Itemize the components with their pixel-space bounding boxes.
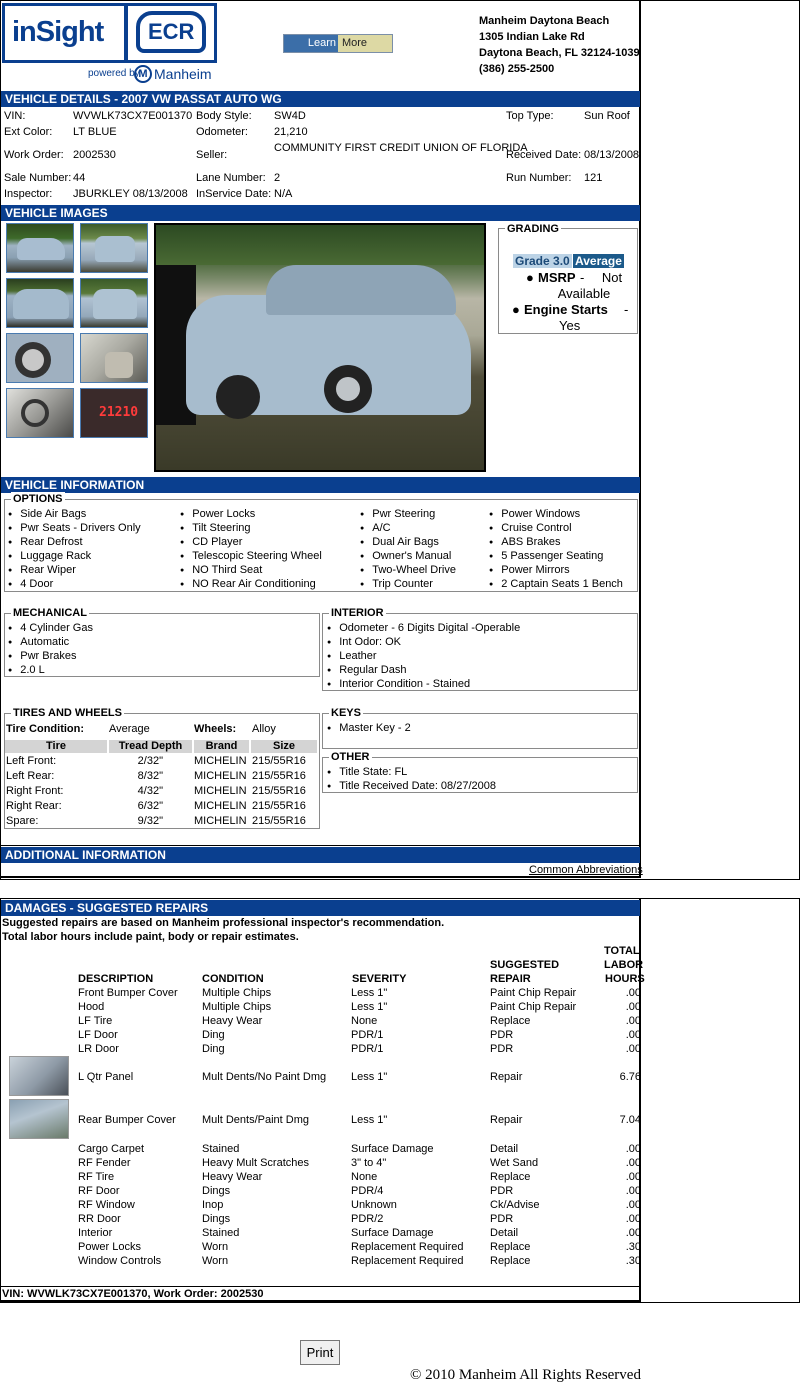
keys-title: KEYS: [331, 707, 361, 719]
option-item: ● ABS Brakes: [489, 535, 561, 551]
msrp-dash: -: [580, 270, 585, 285]
tread-col-header: Tread Depth: [109, 740, 192, 753]
ext-color-value: LT BLUE: [73, 126, 117, 138]
interior-title: INTERIOR: [331, 607, 384, 619]
damage-description: LF Door: [78, 1029, 118, 1041]
odometer-value: 21,210: [274, 126, 308, 138]
damage-description: L Qtr Panel: [78, 1071, 134, 1083]
damage-description: RF Tire: [78, 1171, 115, 1183]
damage-description: RF Fender: [78, 1157, 131, 1169]
mechanical-item: ● Pwr Brakes: [8, 649, 76, 665]
damage-condition: Worn: [202, 1241, 229, 1253]
other-title: OTHER: [331, 751, 370, 763]
option-item: ● 4 Door: [8, 577, 53, 593]
damage-labor-hours: .00: [625, 1227, 641, 1239]
tire-size: 215/55R16: [252, 755, 306, 767]
damage-severity: PDR/4: [351, 1185, 384, 1197]
damage-labor-hours: 7.04: [619, 1114, 641, 1126]
interior-item: ● Regular Dash: [327, 663, 407, 679]
tire-col-header: Tire: [5, 740, 107, 753]
damage-severity: Less 1": [351, 987, 388, 999]
damage-suggested-repair: Ck/Advise: [490, 1199, 540, 1211]
damage-condition: Stained: [202, 1227, 240, 1239]
vin-value: WVWLK73CX7E001370: [73, 110, 193, 122]
damage-description: Window Controls: [78, 1255, 162, 1267]
damages-header: DAMAGES - SUGGESTED REPAIRS: [1, 900, 640, 916]
inservice-date-value: N/A: [274, 188, 293, 200]
mechanical-item: ● 2.0 L: [8, 663, 45, 679]
vehicle-thumbnail[interactable]: [80, 333, 148, 383]
damage-suggested-repair: PDR: [490, 1029, 514, 1041]
tire-brand: MICHELIN: [194, 785, 247, 797]
damages-note-2: Total labor hours include paint, body or repair estimates.: [2, 931, 299, 943]
damage-labor-hours: .00: [625, 1171, 641, 1183]
inservice-date-label: InService Date:: [196, 188, 272, 200]
location-address-2: Daytona Beach, FL 32124-1039: [479, 47, 640, 59]
damage-labor-hours: .00: [625, 1185, 641, 1197]
option-item: ● Rear Wiper: [8, 563, 76, 579]
vehicle-details-header: VEHICLE DETAILS - 2007 VW PASSAT AUTO WG: [1, 91, 640, 107]
damage-description: Front Bumper Cover: [78, 987, 178, 999]
option-item: ● 2 Captain Seats 1 Bench: [489, 577, 623, 593]
section-divider: [1, 845, 640, 846]
tire-position: Spare:: [6, 815, 39, 827]
seller-label: Seller:: [196, 149, 228, 161]
lane-number-value: 2: [274, 172, 281, 184]
total-col-header: TOTAL: [604, 945, 640, 957]
option-item: ● CD Player: [180, 535, 242, 551]
damage-photo-qtr-panel[interactable]: [9, 1056, 69, 1096]
damage-suggested-repair: Paint Chip Repair: [490, 1001, 577, 1013]
option-item: ● Pwr Steering: [360, 507, 435, 523]
top-type-value: Sun Roof: [584, 110, 630, 122]
damage-labor-hours: .00: [625, 1199, 641, 1211]
option-item: ● Owner's Manual: [360, 549, 451, 565]
lane-number-label: Lane Number:: [196, 172, 266, 184]
tire-brand: MICHELIN: [194, 770, 247, 782]
engine-starts-value: Yes: [559, 318, 581, 333]
damage-labor-hours: .00: [625, 1213, 641, 1225]
tire-tread-depth: 2/32": [137, 755, 163, 767]
option-item: ● Power Windows: [489, 507, 580, 523]
damage-severity: Surface Damage: [351, 1227, 434, 1239]
common-abbreviations-link[interactable]: Common Abbreviations: [529, 864, 643, 876]
damage-labor-hours: .30: [625, 1255, 641, 1267]
received-date-label: Received Date:: [506, 149, 582, 161]
description-col-header: DESCRIPTION: [78, 973, 154, 985]
msrp-bullet: ●: [526, 270, 534, 285]
damage-labor-hours: .00: [625, 1043, 641, 1055]
odometer-thumb-readout: 21210: [99, 405, 139, 420]
option-item: ● Tilt Steering: [180, 521, 251, 537]
damage-labor-hours: .00: [625, 1143, 641, 1155]
damage-suggested-repair: Detail: [490, 1143, 519, 1155]
damage-description: Rear Bumper Cover: [78, 1114, 176, 1126]
insight-ecr-logo: [2, 3, 217, 63]
location-phone: (386) 255-2500: [479, 63, 555, 75]
options-title: OPTIONS: [13, 493, 63, 505]
ext-color-label: Ext Color:: [4, 126, 53, 138]
tire-size: 215/55R16: [252, 815, 306, 827]
tire-size: 215/55R16: [252, 785, 306, 797]
run-number-value: 121: [584, 172, 603, 184]
tire-size: 215/55R16: [252, 800, 306, 812]
option-item: ● Dual Air Bags: [360, 535, 439, 551]
damage-labor-hours: 6.76: [619, 1071, 641, 1083]
ecr-logo-text: ECR: [148, 19, 195, 44]
vehicle-thumbnail[interactable]: [80, 278, 148, 328]
tire-tread-depth: 6/32": [137, 800, 163, 812]
damage-condition: Ding: [202, 1029, 225, 1041]
damage-description: RF Window: [78, 1199, 135, 1211]
damage-suggested-repair: Replace: [490, 1255, 531, 1267]
vehicle-thumbnail[interactable]: [6, 223, 74, 273]
damage-condition: Dings: [202, 1213, 231, 1225]
option-item: ● Two-Wheel Drive: [360, 563, 456, 579]
option-item: ● A/C: [360, 521, 391, 537]
tire-position: Left Rear:: [6, 770, 55, 782]
option-item: ● Power Mirrors: [489, 563, 570, 579]
location-address-1: 1305 Indian Lake Rd: [479, 31, 585, 43]
damage-description: Hood: [78, 1001, 105, 1013]
vin-label: VIN:: [4, 110, 26, 122]
damage-labor-hours: .00: [625, 1001, 641, 1013]
damage-condition: Worn: [202, 1255, 229, 1267]
tire-brand: MICHELIN: [194, 815, 247, 827]
damage-severity: Less 1": [351, 1071, 388, 1083]
damage-severity: None: [351, 1171, 378, 1183]
damage-suggested-repair: PDR: [490, 1213, 514, 1225]
labor-col-header: LABOR: [604, 959, 644, 971]
tire-position: Right Front:: [6, 785, 64, 797]
repair-col-header: REPAIR: [490, 973, 531, 985]
engine-starts-label: Engine Starts: [524, 302, 608, 317]
damage-suggested-repair: Repair: [490, 1071, 523, 1083]
vehicle-main-photo: [154, 223, 486, 472]
damage-suggested-repair: Repair: [490, 1114, 523, 1126]
manheim-m-icon: M: [134, 65, 152, 83]
damage-condition: Multiple Chips: [202, 1001, 272, 1013]
engine-bullet: ●: [512, 302, 520, 317]
interior-item: ● Leather: [327, 649, 377, 665]
damage-suggested-repair: PDR: [490, 1185, 514, 1197]
damage-severity: PDR/1: [351, 1043, 384, 1055]
powered-by-label: powered by: [88, 68, 140, 79]
damage-suggested-repair: PDR: [490, 1043, 514, 1055]
mechanical-item: ● 4 Cylinder Gas: [8, 621, 93, 637]
damage-suggested-repair: Replace: [490, 1171, 531, 1183]
odometer-label: Odometer:: [196, 126, 248, 138]
damage-severity: PDR/2: [351, 1213, 384, 1225]
option-item: ● NO Third Seat: [180, 563, 262, 579]
severity-col-header: SEVERITY: [352, 973, 407, 985]
option-item: ● 5 Passenger Seating: [489, 549, 603, 565]
damage-description: Power Locks: [78, 1241, 141, 1253]
option-item: ● Side Air Bags: [8, 507, 86, 523]
tire-tread-depth: 4/32": [137, 785, 163, 797]
damage-suggested-repair: Replace: [490, 1015, 531, 1027]
tire-condition-value: Average: [109, 723, 150, 735]
damage-condition: Ding: [202, 1043, 225, 1055]
other-item: ● Title State: FL: [327, 765, 407, 781]
vehicle-thumbnail[interactable]: [6, 278, 74, 328]
sale-number-value: 44: [73, 172, 86, 184]
damage-severity: None: [351, 1015, 378, 1027]
wheels-label: Wheels:: [194, 723, 237, 735]
print-button[interactable]: Print: [300, 1340, 340, 1365]
copyright: © 2010 Manheim All Rights Reserved: [410, 1367, 641, 1383]
inspector-label: Inspector:: [4, 188, 53, 200]
damage-condition: Dings: [202, 1185, 231, 1197]
vehicle-images-header: VEHICLE IMAGES: [1, 205, 640, 221]
grading-title: GRADING: [507, 223, 559, 235]
vehicle-information-header: VEHICLE INFORMATION: [1, 477, 640, 493]
condition-col-header: CONDITION: [202, 973, 264, 985]
mechanical-item: ● Automatic: [8, 635, 69, 651]
brand-col-header: Brand: [194, 740, 249, 753]
damage-severity: 3" to 4": [351, 1157, 387, 1169]
learn-more-button[interactable]: Learn More: [283, 34, 393, 53]
damage-description: RR Door: [78, 1213, 121, 1225]
vehicle-thumbnail[interactable]: [6, 333, 74, 383]
damage-severity: PDR/1: [351, 1029, 384, 1041]
tire-tread-depth: 8/32": [137, 770, 163, 782]
damage-severity: Replacement Required: [351, 1241, 464, 1253]
tire-condition-label: Tire Condition:: [6, 723, 85, 735]
option-item: ● Cruise Control: [489, 521, 572, 537]
top-type-label: Top Type:: [506, 110, 554, 122]
damage-suggested-repair: Detail: [490, 1227, 519, 1239]
damage-labor-hours: .00: [625, 987, 641, 999]
run-number-label: Run Number:: [506, 172, 572, 184]
damage-labor-hours: .00: [625, 1157, 641, 1169]
size-col-header: Size: [251, 740, 317, 753]
damage-suggested-repair: Paint Chip Repair: [490, 987, 577, 999]
mechanical-title: MECHANICAL: [13, 607, 87, 619]
body-style-value: SW4D: [274, 110, 306, 122]
damage-description: LR Door: [78, 1043, 119, 1055]
sale-number-label: Sale Number:: [4, 172, 72, 184]
engine-dash: -: [624, 302, 629, 317]
suggested-col-header: SUGGESTED: [490, 959, 560, 971]
hours-col-header: HOURS: [605, 973, 645, 985]
damage-suggested-repair: Wet Sand: [490, 1157, 539, 1169]
interior-item: ● Odometer - 6 Digits Digital -Operable: [327, 621, 520, 637]
tire-position: Left Front:: [6, 755, 57, 767]
work-order-value: 2002530: [73, 149, 116, 161]
vehicle-thumbnail[interactable]: [80, 388, 148, 438]
damage-severity: Replacement Required: [351, 1255, 464, 1267]
manheim-logo-text: Manheim: [154, 66, 212, 82]
tires-title: TIRES AND WHEELS: [13, 707, 122, 719]
option-item: ● Pwr Seats - Drivers Only: [8, 521, 141, 537]
damage-severity: Less 1": [351, 1114, 388, 1126]
seller-value: COMMUNITY FIRST CREDIT UNION OF FLORIDA: [274, 142, 528, 154]
damage-labor-hours: .30: [625, 1241, 641, 1253]
damage-condition: Mult Dents/Paint Dmg: [202, 1114, 309, 1126]
damage-condition: Stained: [202, 1143, 240, 1155]
key-item: ● Master Key - 2: [327, 721, 411, 737]
damage-suggested-repair: Replace: [490, 1241, 531, 1253]
received-date-value: 08/13/2008: [584, 149, 640, 161]
interior-item: ● Interior Condition - Stained: [327, 677, 470, 693]
body-style-label: Body Style:: [196, 110, 252, 122]
damage-condition: Heavy Mult Scratches: [202, 1157, 309, 1169]
grade-value: Grade 3.0: [515, 254, 570, 268]
damage-description: LF Tire: [78, 1015, 113, 1027]
option-item: ● NO Rear Air Conditioning: [180, 577, 316, 593]
damage-severity: Less 1": [351, 1001, 388, 1013]
damage-condition: Heavy Wear: [202, 1015, 263, 1027]
damage-condition: Heavy Wear: [202, 1171, 263, 1183]
inspector-value: JBURKLEY 08/13/2008: [73, 188, 188, 200]
vehicle-thumbnail[interactable]: [6, 388, 74, 438]
msrp-label: MSRP: [538, 270, 576, 285]
vehicle-thumbnail[interactable]: [80, 223, 148, 273]
damage-severity: Unknown: [351, 1199, 397, 1211]
damage-photo-rear-bumper[interactable]: [9, 1099, 69, 1139]
damage-condition: Inop: [202, 1199, 224, 1211]
damage-severity: Surface Damage: [351, 1143, 434, 1155]
tire-position: Right Rear:: [6, 800, 62, 812]
tire-size: 215/55R16: [252, 770, 306, 782]
damage-description: Interior: [78, 1227, 113, 1239]
msrp-value: Not Available: [557, 270, 623, 301]
option-item: ● Rear Defrost: [8, 535, 83, 551]
option-item: ● Telescopic Steering Wheel: [180, 549, 322, 565]
wheels-value: Alloy: [252, 723, 276, 735]
insight-logo-text: inSight: [12, 16, 104, 48]
damage-condition: Multiple Chips: [202, 987, 272, 999]
damage-description: RF Door: [78, 1185, 120, 1197]
option-item: ● Luggage Rack: [8, 549, 91, 565]
tire-brand: MICHELIN: [194, 800, 247, 812]
option-item: ● Power Locks: [180, 507, 255, 523]
damage-labor-hours: .00: [625, 1029, 641, 1041]
grade-word: Average: [575, 254, 622, 268]
damages-note-1: Suggested repairs are based on Manheim professional inspector's recommendation.: [2, 917, 445, 929]
interior-item: ● Int Odor: OK: [327, 635, 401, 651]
location-name: Manheim Daytona Beach: [479, 15, 610, 27]
damage-labor-hours: .00: [625, 1015, 641, 1027]
tire-brand: MICHELIN: [194, 755, 247, 767]
work-order-label: Work Order:: [4, 149, 64, 161]
damage-description: Cargo Carpet: [78, 1143, 145, 1155]
additional-info-header: ADDITIONAL INFORMATION: [1, 847, 640, 863]
damages-footer: VIN: WVWLK73CX7E001370, Work Order: 2002530: [2, 1288, 264, 1300]
option-item: ● Trip Counter: [360, 577, 433, 593]
damage-condition: Mult Dents/No Paint Dmg: [202, 1071, 327, 1083]
tire-tread-depth: 9/32": [137, 815, 163, 827]
other-item: ● Title Received Date: 08/27/2008: [327, 779, 496, 795]
